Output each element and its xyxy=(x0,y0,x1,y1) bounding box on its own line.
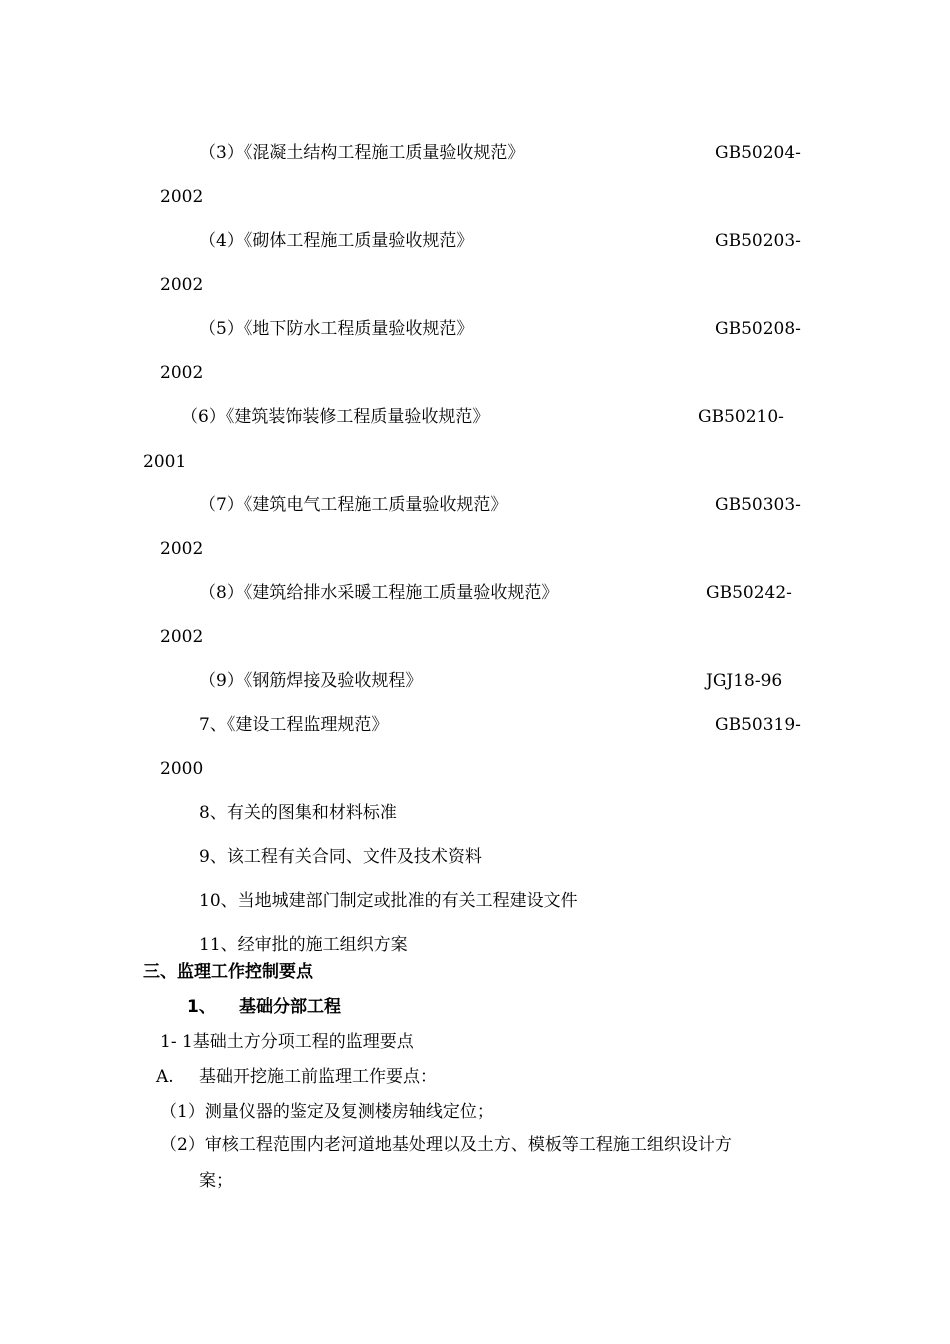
sub-subsection-title: 1- 1基础土方分项工程的监理要点 xyxy=(160,1032,414,1052)
point-2-line1: （2）审核工程范围内老河道地基处理以及土方、模板等工程施工组织设计方 xyxy=(160,1135,732,1155)
basis-item-8: 8、有关的图集和材料标准 xyxy=(199,803,397,823)
standard-year-4: 2002 xyxy=(160,275,204,295)
subsection-title: 基础分部工程 xyxy=(239,997,341,1017)
standard-code-4: GB50203- xyxy=(715,231,801,251)
point-a-label: A. xyxy=(156,1067,174,1087)
standard-item-8: （8）《建筑给排水采暖工程施工质量验收规范》 xyxy=(199,583,559,603)
basis-item-11: 11、经审批的施工组织方案 xyxy=(199,935,408,955)
standard-item-4: （4）《砌体工程施工质量验收规范》 xyxy=(199,231,474,251)
point-1: （1）测量仪器的鉴定及复测楼房轴线定位； xyxy=(160,1102,494,1122)
standard-year-7: 2002 xyxy=(160,539,204,559)
standard-year-8: 2002 xyxy=(160,627,204,647)
standard-item-9: （9）《钢筋焊接及验收规程》 xyxy=(199,671,423,691)
standard-code-6: GB50210- xyxy=(698,407,784,427)
standard-code-7: GB50303- xyxy=(715,495,801,515)
point-a-text: 基础开挖施工前监理工作要点： xyxy=(199,1067,437,1087)
standard-item-3: （3）《混凝土结构工程施工质量验收规范》 xyxy=(199,143,525,163)
standard-year-5: 2002 xyxy=(160,363,204,383)
basis-year-7: 2000 xyxy=(160,759,204,779)
standard-item-5: （5）《地下防水工程质量验收规范》 xyxy=(199,319,474,339)
basis-item-7: 7、《建设工程监理规范》 xyxy=(199,715,389,735)
point-2-line2: 案； xyxy=(199,1171,233,1191)
standard-code-9: JGJ18-96 xyxy=(706,671,783,691)
standard-code-5: GB50208- xyxy=(715,319,801,339)
basis-item-9: 9、该工程有关合同、文件及技术资料 xyxy=(199,847,482,867)
standard-year-3: 2002 xyxy=(160,187,204,207)
standard-code-8: GB50242- xyxy=(706,583,792,603)
basis-item-10: 10、当地城建部门制定或批准的有关工程建设文件 xyxy=(199,891,578,911)
subsection-number: 1、 xyxy=(187,997,216,1017)
standard-item-6: （6）《建筑装饰装修工程质量验收规范》 xyxy=(181,407,490,427)
standard-year-6: 2001 xyxy=(143,452,187,472)
standard-code-3: GB50204- xyxy=(715,143,801,163)
standard-item-7: （7）《建筑电气工程施工质量验收规范》 xyxy=(199,495,508,515)
basis-code-7: GB50319- xyxy=(715,715,801,735)
section-heading: 三、监理工作控制要点 xyxy=(143,962,313,982)
